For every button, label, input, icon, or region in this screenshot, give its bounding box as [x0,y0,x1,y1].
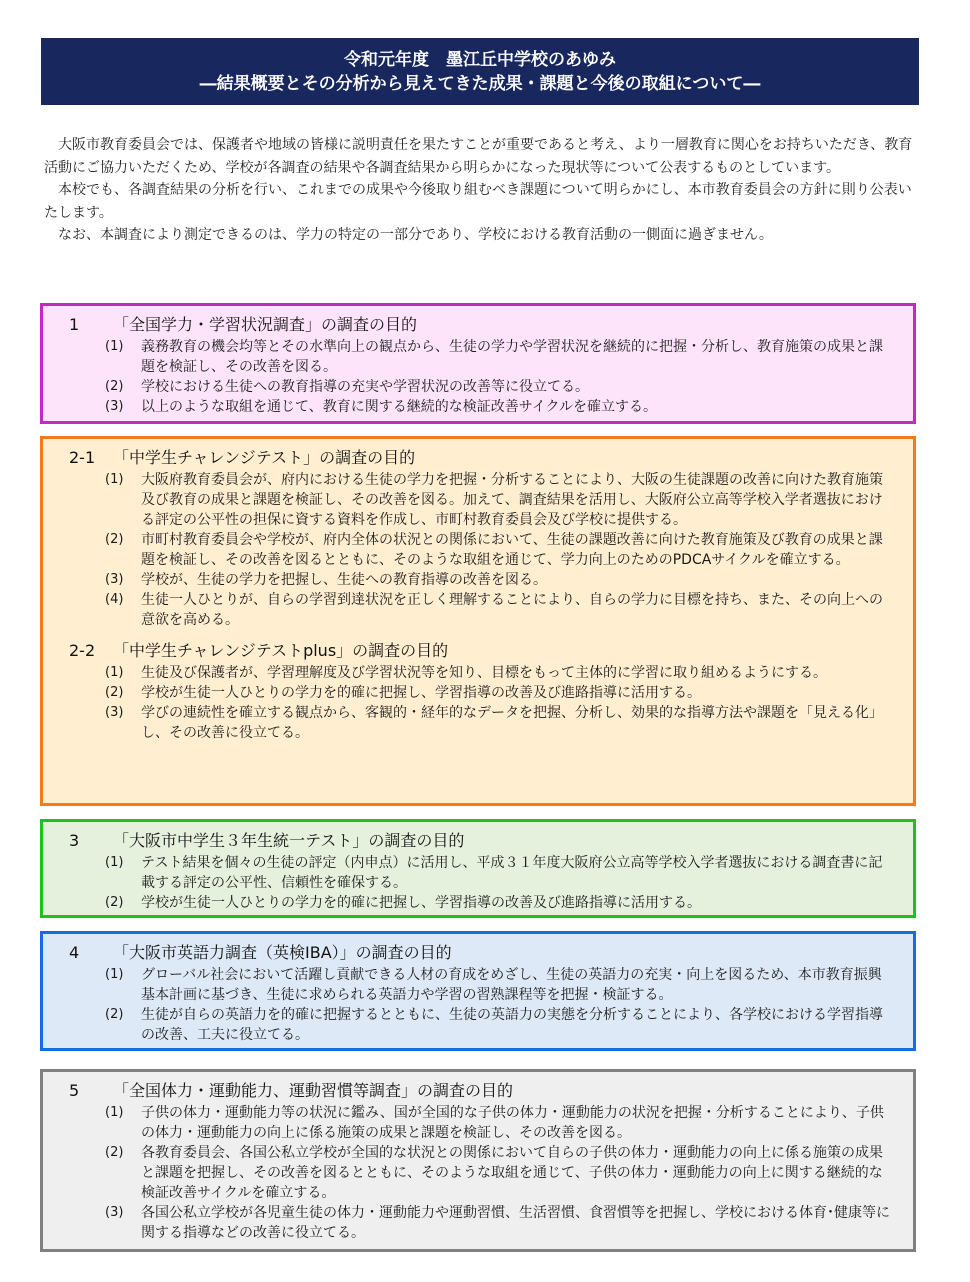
section-heading [61,942,899,964]
page-title-banner [41,38,919,105]
list-item [61,663,899,683]
section-title: 「大阪市英語力調査（英検IBA）」の調査の目的 [113,943,452,962]
item-text: 学校が生徒一人ひとりの学力を的確に把握し、学習指導の改善及び進路指導に活用する。 [141,685,701,701]
list-item [61,853,899,893]
list-item [61,1103,899,1143]
item-text: 学校が、生徒の学力を把握し、生徒への教育指導の改善を図る。 [141,572,547,588]
list-item [61,337,899,377]
item-marker: (2) [105,1007,124,1022]
section-number: 2-1 [69,448,96,467]
list-item [61,1203,899,1243]
section-number: 5 [69,1081,80,1100]
item-text: 各教育委員会、各国公私立学校が全国的な状況との関係において自らの子供の体力・運動能力の向上に係る施策の成果と課題を把握し、その改善を図るとともに、そのような取組を通じて、子供の体力・運動能力の向上に関する継続的な検証改善サイクルを確立する。 [141,1145,883,1201]
item-text: 学校における生徒への教育指導の充実や学習状況の改善等に役立てる。 [141,379,589,395]
item-text: 学校が生徒一人ひとりの学力を的確に把握し、学習指導の改善及び進路指導に活用する。 [141,895,701,911]
item-marker: (1) [105,855,124,870]
section-title: 「全国体力・運動能力、運動習慣等調査」の調査の目的 [113,1081,514,1100]
list-item [61,893,899,913]
item-text: グローバル社会において活躍し貢献できる人材の育成をめざし、生徒の英語力の充実・向上を図るため、本市教育振興基本計画に基づき、生徒に求められる英語力や学習の習熟課程等を把握・検証する。 [141,967,882,1003]
section-physical-fitness-survey [40,1069,916,1252]
item-text: 生徒一人ひとりが、自らの学習到達状況を正しく理解することにより、自らの学力に目標を持ち、また、その向上への意欲を高める。 [141,592,883,628]
item-marker: (1) [105,967,124,982]
item-marker: (3) [105,399,124,414]
item-marker: (2) [105,685,124,700]
list-item [61,397,899,417]
item-text: 子供の体力・運動能力等の状況に鑑み、国が全国的な子供の体力・運動能力の状況を把握・分析することにより、子供の体力・運動能力の向上に係る施策の成果と課題を検証し、その改善を図る。 [141,1105,884,1141]
item-marker: (1) [105,472,124,487]
item-marker: (3) [105,1205,124,1220]
page-title: 令和元年度 墨江丘中学校のあゆみ [344,49,616,70]
section-title: 「全国学力・学習状況調査」の調査の目的 [113,315,418,334]
section-title: 「中学生チャレンジテストplus」の調査の目的 [113,641,449,660]
item-marker: (2) [105,895,124,910]
page-subtitle: ―結果概要とその分析から見えてきた成果・課題と今後の取組について― [199,73,761,94]
list-item [61,1005,899,1045]
item-text: 以上のような取組を通じて、教育に関する継続的な検証改善サイクルを確立する。 [141,399,658,415]
item-text: 生徒が自らの英語力を的確に把握するとともに、生徒の英語力の実態を分析することにより、各学校における学習指導の改善、工夫に役立てる。 [141,1007,883,1043]
section-national-academic-survey [40,303,916,424]
item-text: 生徒及び保護者が、学習理解度及び学習状況等を知り、目標をもって主体的に学習に取り組めるようにする。 [141,665,827,681]
item-marker: (3) [105,705,124,720]
item-marker: (2) [105,1145,124,1160]
list-item [61,965,899,1005]
section-english-survey [40,931,916,1051]
intro-paragraph: 本校でも、各調査結果の分析を行い、これまでの成果や今後取り組むべき課題について明らかにし、本市教育委員会の方針に則り公表いたします。 [44,182,912,221]
section-title: 「大阪市中学生３年生統一テスト」の調査の目的 [113,831,465,850]
list-item [61,377,899,397]
section-heading [61,1080,899,1102]
intro-text [44,134,920,247]
section-heading [61,447,899,469]
section-number: 2-2 [69,641,96,660]
item-marker: (1) [105,339,124,354]
section-number: 1 [69,315,80,334]
item-text: 各国公私立学校が各児童生徒の体力・運動能力や運動習慣、生活習慣、食習慣等を把握し、学校における体育･健康等に関する指導などの改善に役立てる。 [141,1205,890,1241]
item-text: 大阪府教育委員会が、府内における生徒の学力を把握・分析することにより、大阪の生徒課題の改善に向けた教育施策及び教育の成果と課題を検証し、その改善を図る。加えて、調査結果を活用し、大阪府公立高等学校入学者選抜における評定の公平性の担保に資する資料を作成し、市町村教育委員会及び学校に提供する。 [141,472,883,528]
section-heading [61,830,899,852]
list-item [61,470,899,530]
section-number: 3 [69,831,80,850]
section-challenge-test [40,436,916,806]
item-marker: (1) [105,1105,124,1120]
list-item [61,570,899,590]
list-item [61,703,899,743]
section-number: 4 [69,943,80,962]
item-text: 義務教育の機会均等とその水準向上の観点から、生徒の学力や学習状況を継続的に把握・分析し、教育施策の成果と課題を検証し、その改善を図る。 [141,339,883,375]
list-item [61,683,899,703]
section-title: 「中学生チャレンジテスト」の調査の目的 [113,448,416,467]
item-marker: (2) [105,532,124,547]
item-marker: (4) [105,592,124,607]
list-item [61,530,899,570]
section-osaka-unified-test [40,819,916,918]
list-item [61,1143,899,1203]
section-heading [61,314,899,336]
list-item [61,590,899,630]
item-marker: (2) [105,379,124,394]
intro-paragraph: なお、本調査により測定できるのは、学力の特定の一部分であり、学校における教育活動の一側面に過ぎません。 [58,227,773,244]
item-text: 市町村教育委員会や学校が、府内全体の状況との関係において、生徒の課題改善に向けた教育施策及び教育の成果と課題を検証し、その改善を図るとともに、そのような取組を通じて、学力向上のためのPDCAサイクルを確立する。 [141,532,883,568]
intro-paragraph: 大阪市教育委員会では、保護者や地域の皆様に説明責任を果たすことが重要であると考え、より一層教育に関心をお持ちいただき、教育活動にご協力いただくため、学校が各調査の結果や各調査結果から明らかになった現状等について公表するものとしています。 [44,137,913,176]
item-text: 学びの連続性を確立する観点から、客観的・経年的なデータを把握、分析し、効果的な指導方法や課題を「見える化」し、その改善に役立てる。 [141,705,883,741]
item-marker: (3) [105,572,124,587]
item-text: テスト結果を個々の生徒の評定（内申点）に活用し、平成３１年度大阪府公立高等学校入学者選抜における調査書に記載する評定の公平性、信頼性を確保する。 [141,855,883,891]
section-heading [61,640,899,662]
item-marker: (1) [105,665,124,680]
